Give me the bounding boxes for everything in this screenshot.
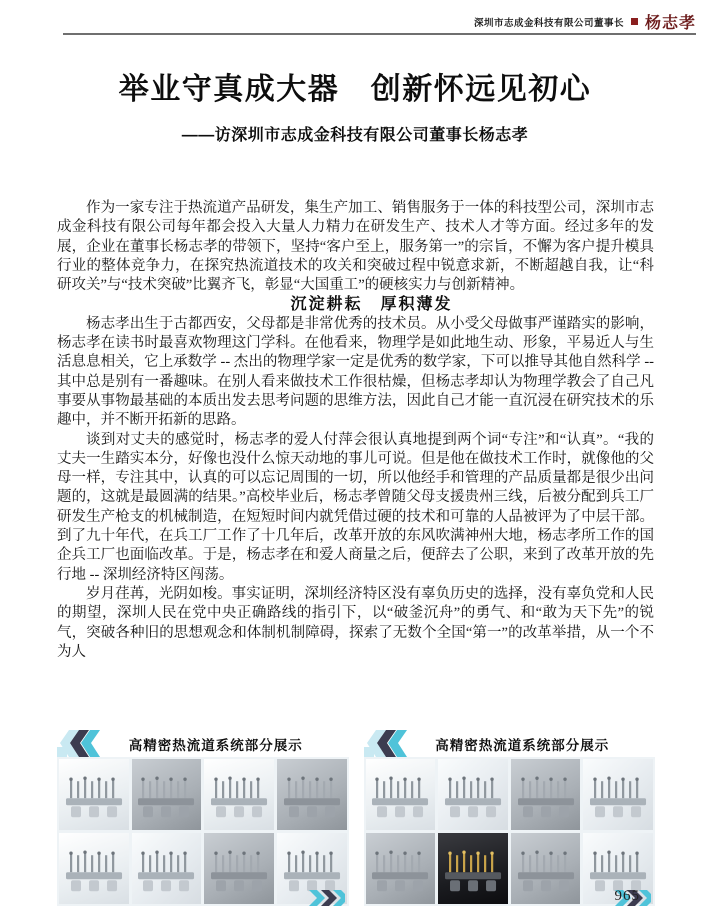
product-photo — [511, 833, 581, 904]
hot-runner-illustration — [441, 768, 505, 830]
product-photo — [366, 759, 436, 830]
running-head-person-name: 杨志孝 — [644, 15, 696, 32]
gallery-caption: 高精密热流道系统部分展示 — [128, 737, 303, 753]
product-photo — [132, 759, 202, 830]
product-photo — [204, 759, 274, 830]
chevron-decoration-icon — [364, 730, 412, 757]
hot-runner-illustration — [62, 842, 126, 904]
article-subtitle: ——访深圳市志成金科技有限公司董事长杨志孝 — [181, 127, 529, 144]
product-photo — [511, 759, 581, 830]
chevron-decoration-icon — [57, 730, 105, 757]
product-photo — [438, 833, 508, 904]
product-photo — [277, 759, 347, 830]
paragraph-intro: 作为一家专注于热流道产品研发，集生产加工、销售服务于一体的科技型公司，深圳市志成金科技有限公司每年都会投入大量人力精力在研发生产、技术人才等方面。经过多年的发展，企业在董事长杨志孝的带领下，坚持“客户至上，服务第一”的宗旨，不懈为客户提升模具行业的整体竞争力，在探究热流道技术的攻关和突破过程中锐意求新，不断超越自我，让“科研攻关”与“技术突破”比翼齐飞，彰显“大国重工”的硬核实力与创新精神。 — [57, 200, 654, 294]
hot-runner-illustration — [134, 842, 198, 904]
hot-runner-illustration — [62, 768, 126, 830]
gallery-panel-right — [364, 730, 656, 906]
paragraph: 岁月荏苒，光阴如梭。事实证明，深圳经济特区没有辜负历史的选择，没有辜负党和人民的期望，深圳人民在党中央正确路线的指引下，以“破釜沉舟”的勇气、和“敢为天下先”的锐气，突破各种旧的思想观念和体制机制障碍，探索了无数个全国“第一”的改革举措，从一个不为人 — [57, 585, 654, 660]
hot-runner-illustration — [586, 768, 650, 830]
header-rule — [63, 33, 696, 35]
paragraph: 谈到对丈夫的感觉时，杨志孝的爱人付萍会很认真地提到两个词“专注”和“认真”。“我的丈夫一生踏实本分，好像也没什么惊天动地的事儿可说。但是他在做技术工作时，就像他的父母一样，专注其中，认真的可以忘记周围的一切，所以他经手和管理的产品质量都是很少出问题的，这就是最圆满的结果。”高校毕业后，杨志孝曾随父母支援贵州三线，后被分配到兵工厂研发生产枪支的机械制造，在短短时间内就凭借过硬的技术和可靠的人品被评为了中层干部。到了九十年代，在兵工厂工作了十几年后，改革开放的东风吹满神州大地，杨志孝所工作的国企兵工厂也面临改革。于是，杨志孝在和爱人商量之后，便辞去了公职，来到了改革开放的先行地 -- 深圳经济特区闯荡。 — [57, 431, 654, 583]
gallery-panel-left — [57, 730, 349, 906]
gallery-panel-header — [57, 730, 349, 757]
hot-runner-illustration — [368, 842, 432, 904]
hot-runner-illustration — [280, 768, 344, 830]
product-photo — [204, 833, 274, 904]
chevron-decoration-icon — [305, 890, 345, 906]
running-head — [474, 10, 696, 33]
page-number: 965 — [614, 888, 640, 904]
product-photo — [59, 833, 129, 904]
running-head-company: 深圳市志成金科技有限公司董事长 — [473, 17, 624, 29]
gallery-caption: 高精密热流道系统部分展示 — [435, 737, 610, 753]
product-photo — [132, 833, 202, 904]
article-body — [57, 199, 654, 662]
gallery-panel-header — [364, 730, 656, 757]
hot-runner-illustration — [441, 842, 505, 904]
photo-grid — [57, 757, 349, 906]
article-title: 举业守真成大器 创新怀远见初心 — [118, 73, 592, 106]
product-photo — [59, 759, 129, 830]
hot-runner-illustration — [514, 768, 578, 830]
photo-grid — [364, 757, 656, 906]
hot-runner-illustration — [514, 842, 578, 904]
hot-runner-illustration — [368, 768, 432, 830]
red-square-icon — [631, 18, 638, 25]
photo-gallery — [57, 730, 655, 906]
section-heading: 沉淀耕耘 厚积薄发 — [290, 296, 453, 314]
product-photo — [438, 759, 508, 830]
hot-runner-illustration — [207, 768, 271, 830]
product-photo — [366, 833, 436, 904]
paragraph: 杨志孝出生于古都西安，父母都是非常优秀的技术员。从小受父母做事严谨踏实的影响，杨志孝在读书时最喜欢物理这门学科。在他看来，物理学是如此地生动、形象，平易近人与生活息息相关，它上承数学 -- 杰出的物理学家一定是优秀的数学家，下可以推导其他自然科学 -- 其中总是别有一番趣味。在别人看来做技术工作很枯燥，但杨志孝却认为物理学教会了自己凡事要从事物最基础的本质出发去思考问题的思维方法，因此自己才能一直沉浸在研究技术的乐趣中，并不断开拓新的思路。 — [57, 315, 654, 429]
product-photo — [583, 759, 653, 830]
hot-runner-illustration — [207, 842, 271, 904]
hot-runner-illustration — [134, 768, 198, 830]
